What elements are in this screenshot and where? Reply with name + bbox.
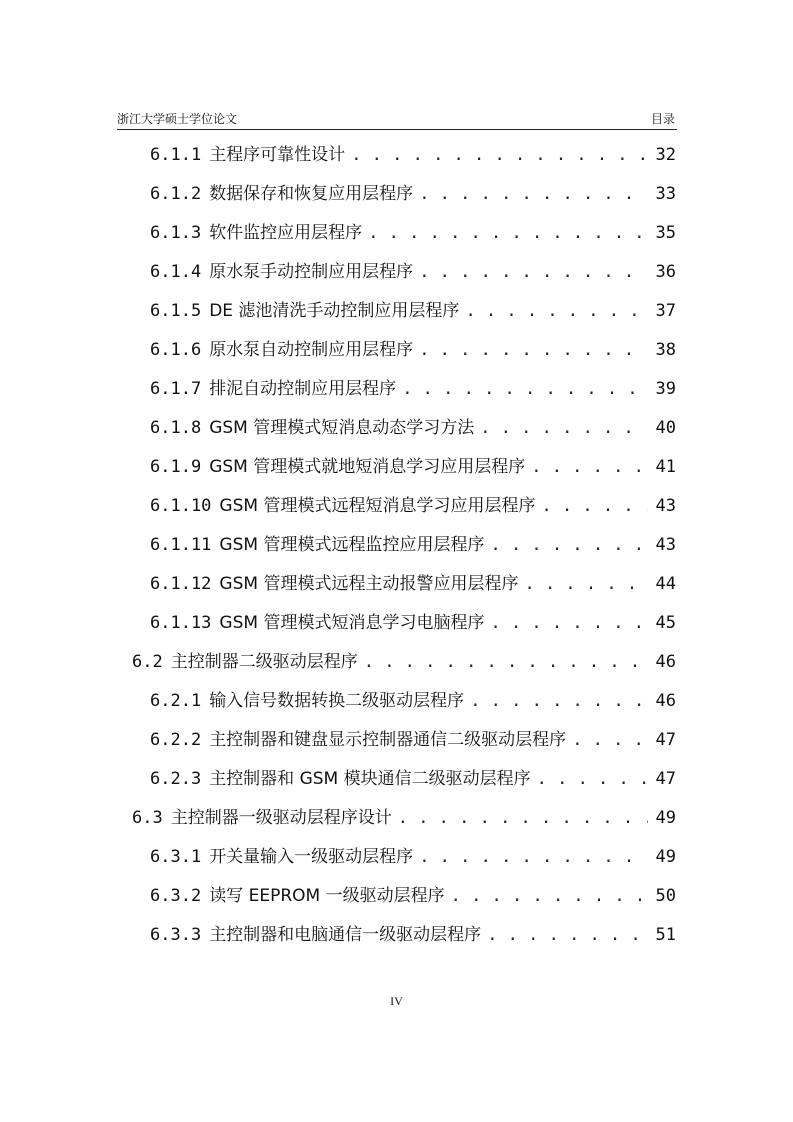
dot-leader [487, 924, 648, 946]
toc-entry [150, 413, 676, 439]
toc-entry-page: 50 [655, 886, 676, 906]
dot-leader [537, 768, 648, 790]
toc-entry [150, 335, 676, 361]
toc-entry-title: 软件监控应用层程序 [209, 223, 363, 243]
dot-leader [402, 378, 648, 400]
toc-entry-page: 32 [655, 145, 676, 165]
dot-leader [490, 612, 648, 634]
dot-leader [451, 885, 648, 907]
toc-entry-number: 6.1.13 [150, 613, 212, 633]
toc-entry-title: 主控制器和 GSM 模块通信二级驱动层程序 [209, 769, 531, 789]
toc-entry-title: 输入信号数据转换二级驱动层程序 [209, 691, 465, 711]
toc-entry [150, 842, 676, 868]
toc-entry-page: 43 [655, 535, 676, 555]
toc-entry-title: 原水泵自动控制应用层程序 [209, 340, 414, 360]
toc-entry-page: 46 [655, 691, 676, 711]
dot-leader [524, 573, 648, 595]
toc-entry [150, 296, 676, 322]
dot-leader [419, 261, 648, 283]
dot-leader [480, 417, 648, 439]
toc-entry [150, 374, 676, 400]
toc-entry-title: GSM 管理模式短消息学习电脑程序 [219, 613, 485, 633]
toc-entry-title: 主控制器一级驱动层程序设计 [170, 808, 392, 828]
toc-entry [150, 725, 676, 751]
toc-entry-page: 49 [655, 808, 676, 828]
toc-entry [150, 764, 676, 790]
toc-entry-page: 41 [655, 457, 676, 477]
toc-entry [150, 257, 676, 283]
toc-entry-number: 6.2.3 [150, 769, 202, 789]
toc-entry-number: 6.3 [132, 808, 163, 828]
toc-entry-page: 33 [655, 184, 676, 204]
toc-entry-title: 原水泵手动控制应用层程序 [209, 262, 414, 282]
toc-entry [150, 452, 676, 478]
toc-entry-number: 6.1.2 [150, 184, 202, 204]
toc-section-entry [132, 803, 676, 829]
toc-entry [150, 881, 676, 907]
toc-entry-number: 6.1.7 [150, 379, 202, 399]
toc-entry-number: 6.1.5 [150, 301, 202, 321]
toc-entry-page: 36 [655, 262, 676, 282]
toc-entry-number: 6.1.12 [150, 574, 212, 594]
toc-entry-page: 45 [655, 613, 676, 633]
toc-entry [150, 686, 676, 712]
toc-entry-number: 6.1.8 [150, 418, 202, 438]
toc-entry-page: 47 [655, 730, 676, 750]
toc-entry [150, 140, 676, 166]
dot-leader [531, 456, 648, 478]
toc-entry-page: 46 [655, 652, 676, 672]
toc-entry-title: 主程序可靠性设计 [209, 145, 346, 165]
toc-entry-title: 主控制器二级驱动层程序 [170, 652, 358, 672]
toc-entry-number: 6.1.10 [150, 496, 212, 516]
toc-entry-number: 6.2.2 [150, 730, 202, 750]
toc-entry-page: 37 [655, 301, 676, 321]
toc-entry-title: 数据保存和恢复应用层程序 [209, 184, 414, 204]
toc-entry-number: 6.1.11 [150, 535, 212, 555]
dot-leader [470, 690, 648, 712]
toc-entry-number: 6.3.3 [150, 925, 202, 945]
toc-entry-page: 49 [655, 847, 676, 867]
toc-entry-title: GSM 管理模式就地短消息学习应用层程序 [209, 457, 526, 477]
toc-entry-title: 主控制器和键盘显示控制器通信二级驱动层程序 [209, 730, 567, 750]
toc-entry [150, 530, 676, 556]
dot-leader [419, 339, 648, 361]
toc-entry-page: 44 [655, 574, 676, 594]
toc-entry-title: GSM 管理模式远程短消息学习应用层程序 [219, 496, 536, 516]
toc-entry-page: 38 [655, 340, 676, 360]
page-header [117, 111, 677, 130]
toc-entry-number: 6.1.3 [150, 223, 202, 243]
toc-entry-title: DE 滤池清洗手动控制应用层程序 [209, 301, 460, 321]
dot-leader [490, 534, 648, 556]
dot-leader [572, 729, 648, 751]
dot-leader [419, 846, 648, 868]
toc-entry-title: GSM 管理模式远程主动报警应用层程序 [219, 574, 519, 594]
toc-entry-number: 6.2.1 [150, 691, 202, 711]
toc-entry-page: 39 [655, 379, 676, 399]
toc-entry [150, 608, 676, 634]
toc-entry [150, 218, 676, 244]
toc-entry-page: 40 [655, 418, 676, 438]
toc-entry-number: 6.3.2 [150, 886, 202, 906]
toc-entry-title: 读写 EEPROM 一级驱动层程序 [209, 886, 445, 906]
toc-entry-title: 开关量输入一级驱动层程序 [209, 847, 414, 867]
header-section-name: 目录 [650, 112, 675, 126]
toc-entry-title: 主控制器和电脑通信一级驱动层程序 [209, 925, 482, 945]
header-thesis-title: 浙江大学硕士学位论文 [117, 112, 238, 126]
toc-entry-page: 51 [655, 925, 676, 945]
toc-entry-number: 6.1.9 [150, 457, 202, 477]
toc-entry [150, 179, 676, 205]
toc-entry-number: 6.1.1 [150, 145, 202, 165]
toc-entry-number: 6.1.4 [150, 262, 202, 282]
dot-leader [398, 807, 648, 829]
dot-leader [364, 651, 648, 673]
toc-entry-number: 6.1.6 [150, 340, 202, 360]
page-number: IV [390, 994, 403, 1008]
toc-entry [150, 491, 676, 517]
toc-entry [150, 569, 676, 595]
toc-entry-page: 43 [655, 496, 676, 516]
dot-leader [368, 222, 648, 244]
dot-leader [541, 495, 648, 517]
toc-entry-number: 6.3.1 [150, 847, 202, 867]
toc-entry-title: GSM 管理模式短消息动态学习方法 [209, 418, 475, 438]
toc-entry-page: 35 [655, 223, 676, 243]
toc-entry-number: 6.2 [132, 652, 163, 672]
toc-entry [150, 920, 676, 946]
toc-entry-title: 排泥自动控制应用层程序 [209, 379, 397, 399]
toc-section-entry [132, 647, 676, 673]
dot-leader [419, 183, 648, 205]
toc-entry-page: 47 [655, 769, 676, 789]
dot-leader [351, 144, 648, 166]
dot-leader [465, 300, 648, 322]
toc-entry-title: GSM 管理模式远程监控应用层程序 [219, 535, 485, 555]
